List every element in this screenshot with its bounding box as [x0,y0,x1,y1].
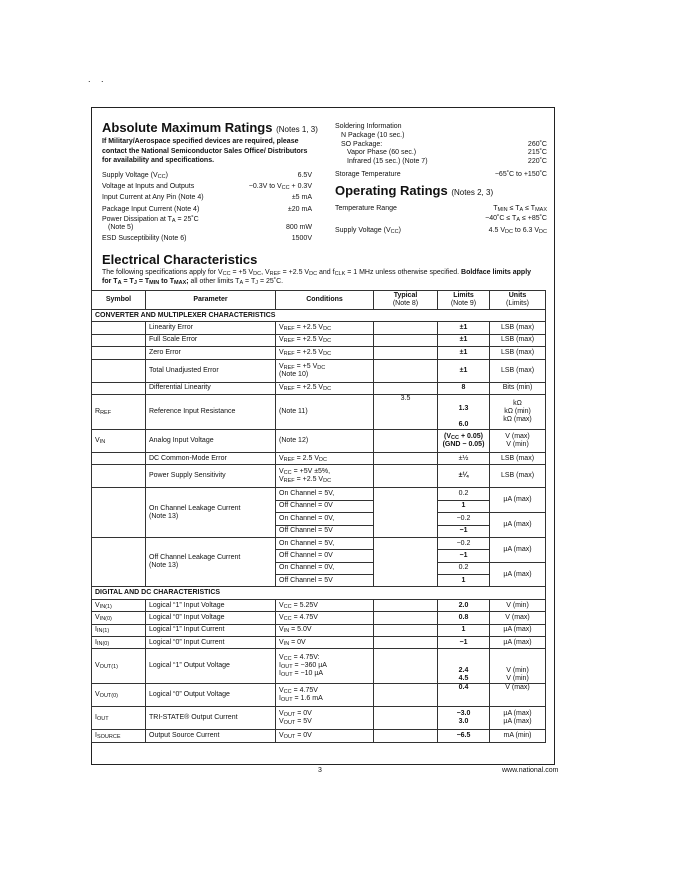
table-row [92,465,546,488]
limit: 1 [438,575,490,587]
limit: −0.2 [438,537,490,549]
cond: Off Channel = 5V [276,575,374,587]
op-ratings-title [335,183,493,198]
unit: V (max) [490,612,546,624]
limit-max: 6.0 [458,420,469,428]
table-row [92,382,546,394]
unit [490,394,546,429]
limit: 8 [438,382,490,394]
solder-vapor [335,149,547,158]
param-text: Off Channel Leakage Current [149,554,241,562]
param: Logical “0” Input Current [146,637,276,649]
param [146,537,276,587]
symbol: $V_{IN(1)}$ [92,599,146,611]
abs-value: −0.3V to $V_{CC} + 0.3V$ [248,183,312,191]
cond: Off Channel = 0V [276,500,374,512]
abs-label: Supply Voltage $(V_{CC})$ [102,172,168,180]
limit: 0.4 [438,684,490,707]
limits-label: Limits [453,292,474,299]
unit: µA (max) [490,537,546,562]
electrical-table [91,290,546,743]
cond: $V_{REF} = +2.5$ $V_{DC}$ [276,382,374,394]
elec-description: The following specifications apply for $V_{CC} = +5$ $V_{DC}$, $V_{REF} = +2.5$ $V_{DC}$ and $f_{CLK} = 1$ MHz unless otherwise specified. Boldface limits apply for $T_A = T_J = T_{MIN}$ to $T_{MAX}$; all other limits $T_A = T_J$ = 25˚C. [102,269,532,286]
limit: ±¼ [438,465,490,488]
param-note: (Note 13) [149,512,179,520]
abs-label: (Note 5) [108,224,134,231]
unit-1: V (min) [506,667,529,675]
table-row [92,624,546,636]
section-row [92,587,546,599]
unit: µA (max) [490,624,546,636]
abs-row [102,223,312,232]
param: DC Common-Mode Error [146,452,276,464]
abs-label: Power Dissipation at $T_A$ = 25˚C [102,216,199,224]
solder-vapor-label: Vapor Phase (60 sec.) [347,149,417,157]
cond: On Channel = 5V, [276,537,374,549]
op-temp-row [335,204,547,213]
unit-min: V (min) [506,440,529,448]
limit [438,394,490,429]
symbol: $I_{SOURCE}$ [92,730,146,742]
cond: $V_{CC} = +5V \pm 5\%$, $V_{REF} = +2.5$ $V_{DC}$ [276,465,374,488]
table-row [92,599,546,611]
cond: $V_{REF} = +5$ $V_{DC}$ (Note 10) [276,359,374,382]
table-row [92,684,546,707]
page-number: 3 [318,767,322,774]
symbol: $V_{OUT(1)}$ [92,649,146,684]
cond: $V_{REF} = +2.5$ $V_{DC}$ [276,347,374,359]
limit: 0.2 [438,488,490,500]
limits-note: (Note 9) [450,300,477,307]
table-row [92,334,546,346]
op-temp-row2 [335,214,547,223]
cond: $V_{REF} = +2.5$ $V_{DC}$ [276,334,374,346]
abs-label: Voltage at Inputs and Outputs [102,183,195,190]
cond: Off Channel = 5V [276,525,374,537]
param: Logical “1” Input Current [146,624,276,636]
solder-so-value: 260˚C [527,140,547,148]
limit: 2.0 [438,599,490,611]
limit: ±½ [438,452,490,464]
limit-2: 4.5 [458,675,469,683]
unit [490,649,546,684]
param: Differential Linearity [146,382,276,394]
solder-so-label: SO Package: [341,140,383,148]
unit: LSB (max) [490,465,546,488]
abs-row [102,205,312,214]
abs-label: Input Current at Any Pin (Note 4) [102,194,204,201]
cond: $V_{IN} = 5.0V$ [276,624,374,636]
abs-row [102,182,312,191]
limit [438,649,490,684]
table-row [92,537,546,549]
limit: 0.8 [438,612,490,624]
typical: 3.5 [374,394,438,429]
op-supply-value: 4.5 $V_{DC}$ to 6.3 $V_{DC}$ [488,227,547,235]
cond: $V_{OUT} = 0V$ $V_{OUT} = 5V$ [276,707,374,730]
unit [490,707,546,730]
param-text: On Channel Leakage Current [149,504,241,512]
limit: 0.2 [438,562,490,574]
col-parameter: Parameter [146,291,276,310]
abs-row [102,193,312,202]
table-row [92,359,546,382]
unit: LSB (max) [490,359,546,382]
unit-max: kΩ (max) [503,415,532,423]
unit: LSB (max) [490,334,546,346]
cond: Off Channel = 0V [276,550,374,562]
table-row [92,730,546,742]
storage-label: Storage Temperature [335,170,401,178]
solder-so [335,141,547,150]
col-limits [438,291,490,310]
table-row [92,394,546,429]
solder-vapor-value: 215˚C [527,149,547,157]
col-conditions: Conditions [276,291,374,310]
param: Logical “1” Output Voltage [146,649,276,684]
limit: $(V_{CC} + 0.05)$ (GND − 0.05) [438,429,490,452]
param: Output Source Current [146,730,276,742]
col-symbol: Symbol [92,291,146,310]
table-header-row [92,291,546,310]
abs-value: ±20 mA [287,206,312,213]
limit-min: 1.3 [458,404,469,412]
abs-max-title [102,120,318,135]
table-row [92,637,546,649]
param-note: (Note 13) [149,562,179,570]
table-row [92,322,546,334]
typical-note: (Note 8) [392,300,419,307]
abs-value: 800 mW [285,224,312,231]
unit-2: V (min) [506,675,529,683]
unit: mA (min) [490,730,546,742]
unit-1: µA (max) [503,710,532,718]
table-row [92,429,546,452]
unit: LSB (max) [490,322,546,334]
corner-marks: . . [88,74,108,84]
abs-value: 1500V [291,235,312,242]
section-digital: DIGITAL AND DC CHARACTERISTICS [92,587,546,599]
param: Linearity Error [146,322,276,334]
soldering-info [335,123,547,180]
param: Logical “0” Input Voltage [146,612,276,624]
limit: −1 [438,637,490,649]
op-temp-v1: $T_{MIN} \le T_A \le T_{MAX}$ [493,205,547,213]
param: Power Supply Sensitivity [146,465,276,488]
op-notes: (Notes 2, 3) [451,188,494,197]
units-label: Units [508,292,527,299]
cond: $V_{IN} = 0V$ [276,637,374,649]
unit: V (min) [490,599,546,611]
cond: (Note 11) [276,394,374,429]
cond: $V_{REF} = +2.5$ $V_{DC}$ [276,322,374,334]
cond: On Channel = 5V, [276,488,374,500]
param: Reference Input Resistance [146,394,276,429]
cond: $V_{CC} = 4.75V$ $I_{OUT} = 1.6$ mA [276,684,374,707]
table-row [92,612,546,624]
abs-label: Package Input Current (Note 4) [102,206,200,213]
solder-n: N Package (10 sec.) [341,131,405,139]
cond: On Channel = 0V, [276,513,374,525]
solder-title: Soldering Information [335,123,402,130]
limit-2: 3.0 [458,718,469,726]
limit-1: 2.4 [458,667,469,675]
abs-value: ±5 mA [291,194,312,201]
limit-1: −3.0 [456,710,471,718]
cond: $V_{CC} = 4.75V$ [276,612,374,624]
abs-row [102,234,312,243]
unit: µA (max) [490,513,546,538]
unit-2: µA (max) [503,718,532,726]
param: TRI-STATE® Output Current [146,707,276,730]
unit-min: kΩ (min) [504,407,531,415]
limit: 1 [438,624,490,636]
abs-row [102,171,312,180]
unit-max: V (max) [505,432,530,440]
cond: (Note 12) [276,429,374,452]
typical-label: Typical [393,292,418,299]
symbol: $V_{OUT(0)}$ [92,684,146,707]
storage-value: −65˚C to +150˚C [494,170,547,178]
cond: $V_{REF} = 2.5$ $V_{DC}$ [276,452,374,464]
limit: ±1 [438,359,490,382]
unit: µA (max) [490,562,546,587]
limit: ±1 [438,334,490,346]
col-units [490,291,546,310]
table-row [92,649,546,684]
op-supply-row [335,226,547,235]
op-temp-label: Temperature Range [335,205,397,212]
elec-title: Electrical Characteristics [102,252,258,267]
website-link[interactable]: www.national.com [502,767,559,774]
symbol: $I_{OUT}$ [92,707,146,730]
op-temp-v2: −40˚C ≤ $T_A$ ≤ +85˚C [485,215,547,223]
table-row [92,452,546,464]
limit: −0.2 [438,513,490,525]
solder-ir-value: 220˚C [527,158,547,166]
table-row [92,488,546,500]
limit: ±1 [438,322,490,334]
unit: Bits (min) [490,382,546,394]
param: Analog Input Voltage [146,429,276,452]
param: Logical “0” Output Voltage [146,684,276,707]
limit: 1 [438,500,490,512]
table-row [92,347,546,359]
unit: µA (max) [490,488,546,513]
section-row [92,310,546,322]
section-converter: CONVERTER AND MULTIPLEXER CHARACTERISTICS [92,310,546,322]
solder-ir [335,158,547,167]
abs-label: ESD Susceptibility (Note 6) [102,235,187,242]
param [146,488,276,538]
unit: LSB (max) [490,347,546,359]
unit-typ: kΩ [513,399,522,407]
cond-note: (Note 10) [279,370,309,378]
unit: LSB (max) [490,452,546,464]
limit: −1 [438,525,490,537]
symbol: $R_{REF}$ [92,394,146,429]
unit [490,429,546,452]
symbol: $V_{IN}$ [92,429,146,452]
param: Zero Error [146,347,276,359]
table-row [92,707,546,730]
cond: On Channel = 0V, [276,562,374,574]
symbol: $V_{IN(0)}$ [92,612,146,624]
param: Logical “1” Input Voltage [146,599,276,611]
abs-value: 6.5V [297,172,312,179]
abs-max-title-text: Absolute Maximum Ratings [102,120,273,135]
cond: $V_{CC} = 4.75V$: $I_{OUT} = -360$ µA $I_{OUT} = -10$ µA [276,649,374,684]
param: Total Unadjusted Error [146,359,276,382]
unit: µA (max) [490,637,546,649]
op-title-text: Operating Ratings [335,183,448,198]
symbol: $I_{IN(1)}$ [92,624,146,636]
cond: $V_{CC} = 5.25V$ [276,599,374,611]
units-note: (Limits) [506,300,529,307]
solder-ir-label: Infrared (15 sec.) (Note 7) [347,158,428,166]
military-warning: If Military/Aerospace specified devices are required, please contact the National Semiconductor Sales Office/ Distributors for availability and specifications. [102,138,308,164]
unit: V (max) [490,684,546,707]
limit: −6.5 [438,730,490,742]
storage-temp [335,171,547,180]
limit [438,707,490,730]
param: Full Scale Error [146,334,276,346]
limit: ±1 [438,347,490,359]
op-supply-label: Supply Voltage $(V_{CC})$ [335,227,401,235]
col-typical [374,291,438,310]
abs-max-notes: (Notes 1, 3) [276,125,318,134]
limit: −1 [438,550,490,562]
symbol: $I_{IN(0)}$ [92,637,146,649]
cond: $V_{OUT} = 0V$ [276,730,374,742]
